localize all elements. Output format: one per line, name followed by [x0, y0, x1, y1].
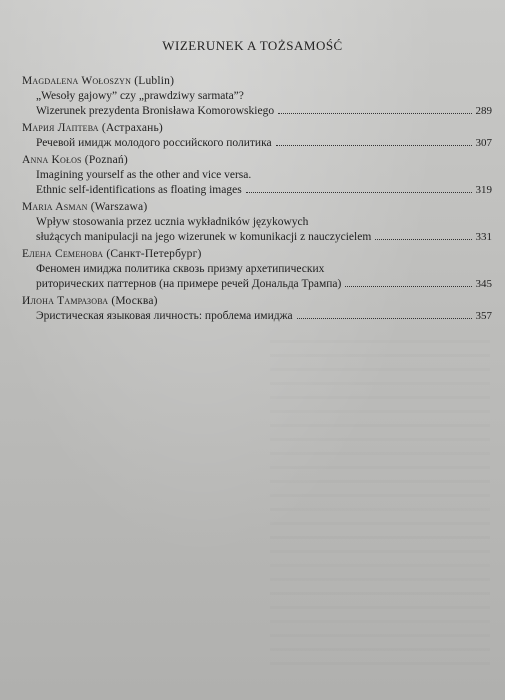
entry-title-line [22, 136, 492, 151]
show-through-text [270, 340, 490, 670]
toc-entry [22, 153, 492, 198]
page-number: 357 [475, 310, 492, 322]
toc-entry [22, 200, 492, 245]
title-text: Wizerunek prezydenta Bronisława Komorowskiego [36, 105, 275, 117]
toc-entry [22, 294, 492, 324]
entry-author [22, 294, 492, 309]
author-name: Илона Тамразова [22, 295, 109, 307]
title-text: Wpływ stosowania przez ucznia wykładników językowych [36, 216, 309, 228]
title-text: Ethnic self-identifications as floating images [36, 184, 242, 196]
author-city: (Lublin) [134, 75, 175, 87]
entry-title-line [22, 104, 492, 119]
entry-title-line [22, 262, 492, 277]
dot-leader [375, 238, 471, 240]
author-name: Мария Лаптева [22, 122, 99, 134]
entry-title-line [22, 230, 492, 245]
dot-leader [297, 317, 472, 319]
title-text: Imagining yourself as the other and vice versa. [36, 169, 252, 181]
section-title: WIZERUNEK A TOŻSAMOŚĆ [162, 38, 343, 53]
entry-author [22, 247, 492, 262]
author-name: Anna Kołos [22, 154, 82, 166]
entry-title-line [22, 309, 492, 324]
entry-author [22, 153, 492, 168]
entry-author [22, 200, 492, 215]
page-number: 331 [475, 231, 492, 243]
toc-entry [22, 74, 492, 119]
entry-author [22, 74, 492, 89]
dot-leader [345, 285, 471, 287]
title-text: Эристическая языковая личность: проблема имиджа [36, 310, 293, 322]
title-text: риторических паттернов (на примере речей Дональда Трампа) [36, 278, 342, 290]
page-number: 345 [475, 278, 492, 290]
table-of-contents [22, 74, 492, 324]
page-number: 319 [475, 184, 492, 196]
dot-leader [276, 144, 472, 146]
page-number: 307 [475, 137, 492, 149]
author-city: (Москва) [111, 295, 158, 307]
entry-author [22, 121, 492, 136]
toc-entry [22, 121, 492, 151]
author-city: (Poznań) [84, 154, 128, 166]
author-name: Елена Семенова [22, 248, 104, 260]
entry-title-line [22, 277, 492, 292]
author-city: (Warszawa) [90, 201, 148, 213]
entry-title-line [22, 89, 492, 104]
author-city: (Санкт-Петербург) [106, 248, 202, 260]
title-text: służących manipulacji na jego wizerunek w komunikacji z nauczycielem [36, 231, 372, 243]
title-text: Речевой имидж молодого российского политика [36, 137, 272, 149]
entry-title-line [22, 215, 492, 230]
author-name: Magdalena Wołoszyn [22, 75, 132, 87]
author-name: Maria Asman [22, 201, 88, 213]
dot-leader [278, 112, 471, 114]
page-number: 289 [475, 105, 492, 117]
title-text: „Wesoły gajowy” czy „prawdziwy sarmata”? [36, 90, 244, 102]
toc-entry [22, 247, 492, 292]
entry-title-line [22, 183, 492, 198]
title-text: Феномен имиджа политика сквозь призму архетипических [36, 263, 325, 275]
author-city: (Астрахань) [101, 122, 163, 134]
dot-leader [246, 191, 472, 193]
entry-title-line [22, 168, 492, 183]
